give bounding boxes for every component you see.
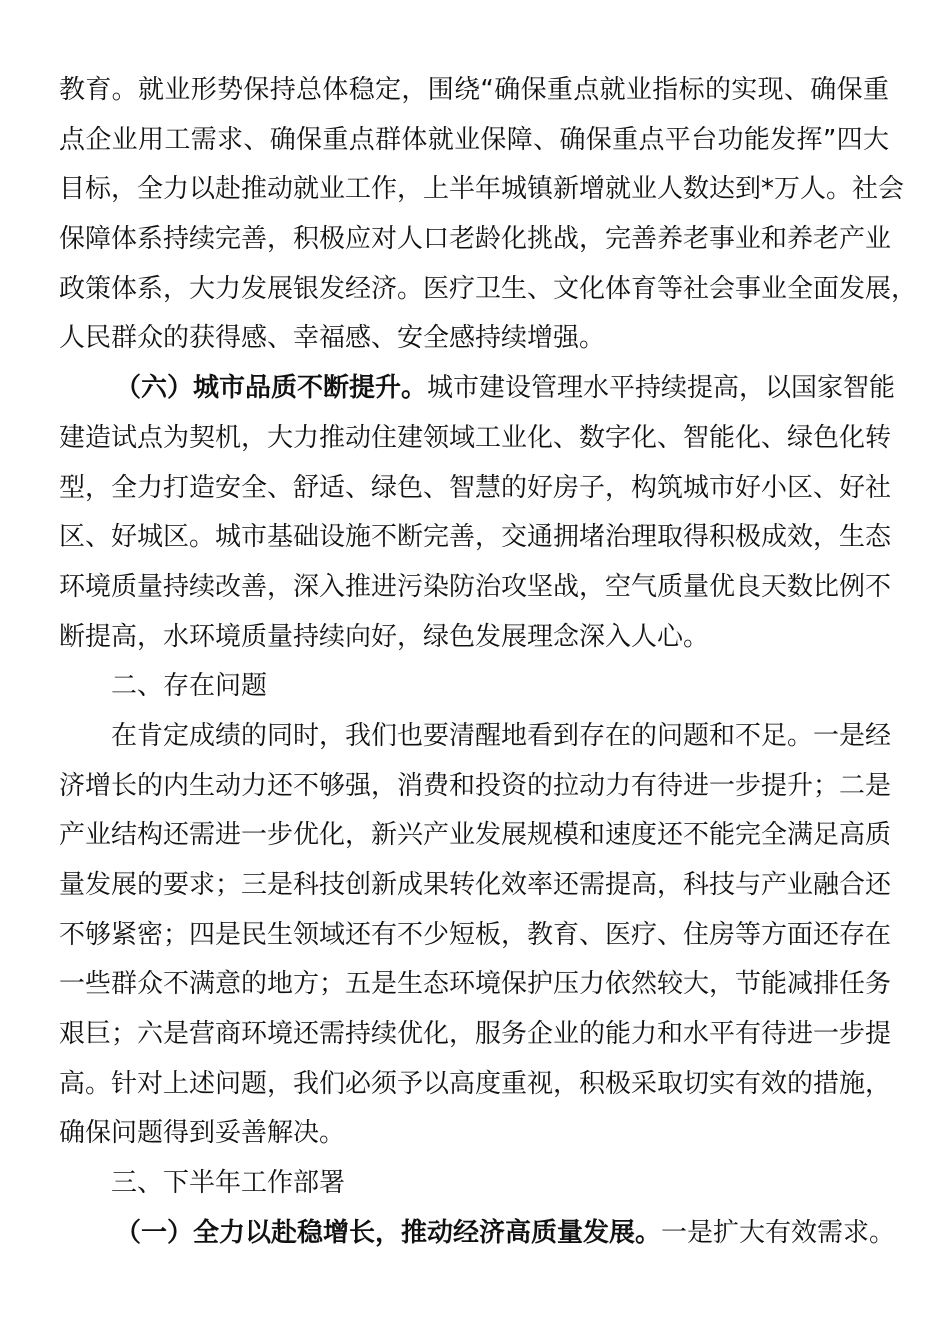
text-line: 教育。就业形势保持总体稳定，围绕“确保重点就业指标的实现、确保重 (59, 75, 889, 105)
text-line (59, 364, 896, 414)
text-line: 一些群众不满意的地方；五是生态环境保护压力依然较大，节能减排任务 (59, 969, 892, 1000)
text-line: 高。针对上述问题，我们必须予以高度重视，积极采取切实有效的措施， (59, 1068, 892, 1099)
subsection-heading: （六）城市品质不断提升。 (115, 373, 428, 404)
text-line: 不够紧密；四是民生领域还有不少短板，教育、医疗、住房等方面还存在 (59, 919, 892, 950)
paragraph-city-quality (59, 364, 896, 662)
text-run: 城市建设管理水平持续提高，以国家智能 (427, 373, 896, 404)
text-line: 建造试点为契机，大力推动住建领域工业化、数字化、智能化、绿色化转 (59, 422, 892, 453)
text-line: 保障体系持续完善，积极应对人口老龄化挑战，完善养老事业和养老产业 (59, 224, 892, 255)
text-line: 点企业用工需求、确保重点群体就业保障、确保重点平台功能发挥”四大 (59, 124, 889, 155)
paragraph-employment (59, 66, 918, 364)
paragraph-stable-growth (59, 1209, 896, 1259)
section-title-problems: 二、存在问题 (111, 671, 268, 702)
text-line: 政策体系，大力发展银发经济。医疗卫生、文化体育等社会事业全面发展， (59, 273, 918, 304)
text-line: 目标，全力以赴推动就业工作，上半年城镇新增就业人数达到*万人。社会 (59, 174, 905, 205)
subsection-heading: （一）全力以赴稳增长，推动经济高质量发展。 (115, 1217, 662, 1248)
text-line: 量发展的要求；三是科技创新成果转化效率还需提高，科技与产业融合还 (59, 870, 892, 900)
text-line: 确保问题得到妥善解决。 (59, 1118, 346, 1149)
text-line: 产业结构还需进一步优化，新兴产业发展规模和速度还不能完全满足高质 (59, 820, 892, 851)
text-line: 区、好城区。城市基础设施不断完善，交通拥堵治理取得积极成效，生态 (59, 522, 892, 553)
text-line (59, 1209, 896, 1259)
document-page (59, 66, 918, 1259)
paragraph-problems (59, 712, 892, 1159)
text-line: 环境质量持续改善，深入推进污染防治攻坚战，空气质量优良天数比例不 (59, 571, 892, 602)
section-title-work-plan: 三、下半年工作部署 (111, 1168, 346, 1199)
text-line: 型，全力打造安全、舒适、绿色、智慧的好房子，构筑城市好小区、好社 (59, 472, 892, 503)
text-line: 人民群众的获得感、幸福感、安全感持续增强。 (59, 323, 606, 354)
text-line: 断提高，水环境质量持续向好，绿色发展理念深入人心。 (59, 621, 710, 652)
text-line: 艰巨；六是营商环境还需持续优化，服务企业的能力和水平有待进一步提 (59, 1019, 892, 1050)
text-line: 在肯定成绩的同时，我们也要清醒地看到存在的问题和不足。一是经 (111, 720, 892, 751)
text-line: 济增长的内生动力还不够强，消费和投资的拉动力有待进一步提升；二是 (59, 770, 892, 801)
text-run: 一是扩大有效需求。 (661, 1217, 896, 1248)
